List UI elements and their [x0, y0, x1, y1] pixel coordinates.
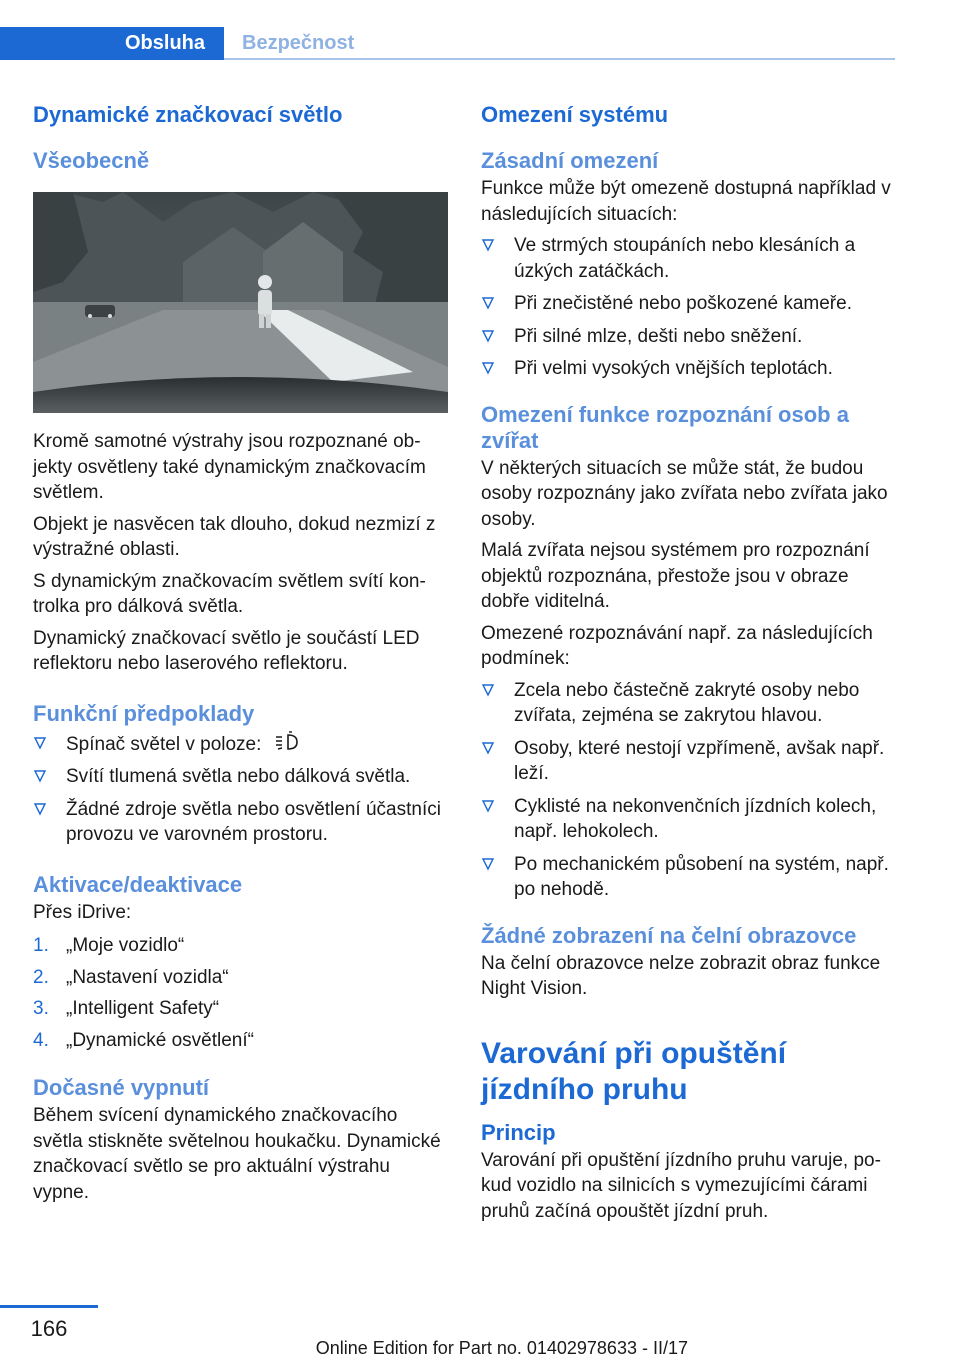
heading-no-hud: Žádné zobrazení na čelní obrazovce: [481, 922, 857, 948]
recognition-paragraph-2: Malá zvířata nejsou systémem pro rozpoznání objektů rozpoznána, přestože jsou v obraze dobře viditelná.: [481, 540, 870, 612]
list-item: Svítí tlumená světla nebo dálková světla.: [33, 764, 448, 790]
triangle-bullet-icon: [481, 683, 495, 697]
section-title-dynamic-marker-light: Dynamické značkovací světlo: [33, 102, 343, 127]
tab-underline: [224, 58, 895, 60]
triangle-bullet-icon: [481, 329, 495, 343]
triangle-bullet-icon: [481, 857, 495, 871]
heading-requirements: Funkční předpoklady: [33, 700, 255, 726]
hud-text: Na čelní obrazovce nelze zobrazit obraz funkce Night Vision.: [481, 952, 881, 999]
section-title-system-limits: Omezení systému: [481, 102, 669, 127]
triangle-bullet-icon: [33, 802, 47, 816]
list-item: 3. „Intelligent Safety“: [33, 998, 220, 1019]
list-item: Cyklisté na nekonvenčních jízdních kolech, např. lehokolech.: [481, 794, 895, 845]
section-title-lane-departure: Varování při opuštění jízdního pruhu: [481, 1036, 787, 1106]
principle-text: Varování při opuštění jízdního pruhu varuje, pokud vozidlo na silnicích s vymezujícími čárami pruhů začíná opouštět jízdní pruh.: [481, 1149, 881, 1222]
recognition-paragraph-1: V některých situacích se může stát, že budou osoby rozpoznány jako zvířata nebo zvířata jako osoby.: [481, 457, 888, 530]
triangle-bullet-icon: [481, 238, 495, 252]
list-item: Při silné mlze, dešti nebo sněžení.: [481, 324, 895, 350]
heading-principle: Princip: [481, 1119, 556, 1145]
tab-bezpecnost[interactable]: Bezpečnost: [242, 32, 355, 54]
requirements-list: [33, 731, 448, 848]
list-item: Žádné zdroje světla nebo osvětlení účastníci provozu ve varovném prostoru.: [33, 797, 448, 848]
recognition-limits-list: [481, 678, 895, 903]
tab-obsluha[interactable]: Obsluha: [106, 27, 224, 60]
triangle-bullet-icon: [33, 736, 47, 750]
heading-basic-limits: Zásadní omezení: [481, 148, 659, 173]
triangle-bullet-icon: [481, 296, 495, 310]
triangle-bullet-icon: [481, 799, 495, 813]
section-tab-bar: [0, 0, 895, 62]
temporary-off-text: Během svícení dynamického značkovacího světla stiskněte světelnou houkačku. Dynamické značkovací světlo se pro aktuální výstrahu vypne.: [33, 1105, 441, 1203]
footer-accent-line: [0, 1305, 98, 1308]
list-item: Při znečistěné nebo poškozené kameře.: [481, 291, 895, 317]
paragraph-object-lit-duration: Objekt je nasvěcen tak dlouho, dokud nezmizí z výstražné oblasti.: [33, 513, 436, 560]
list-item: 2. „Nastavení vozidla“: [33, 966, 229, 988]
paragraph-led-laser: Dynamický značkovací světlo je součástí LED reflektoru nebo laserového reflektoru.: [33, 627, 420, 674]
right-column: [481, 100, 895, 1230]
basic-limits-intro: Funkce může být omezeně dostupná například v následujících situacích:: [481, 178, 891, 225]
list-item: Spínač světel v poloze:: [33, 731, 448, 758]
page-number: 166: [30, 1316, 68, 1341]
night-vision-illustration: [33, 192, 448, 413]
heading-general: Všeobecně: [33, 148, 150, 173]
light-switch-auto-icon: [273, 731, 301, 753]
list-item: Po mechanickém působení na systém, např. po nehodě.: [481, 852, 895, 903]
heading-temporary-off: Dočasné vypnutí: [33, 1075, 210, 1100]
recognition-paragraph-3: Omezené rozpoznávání např. za následujících podmínek:: [481, 622, 873, 669]
paragraph-high-beam-indicator: S dynamickým značkovacím světlem svítí kontrolka pro dálková světla.: [33, 570, 426, 617]
left-column: [33, 100, 448, 1211]
activation-intro: Přes iDrive:: [33, 901, 132, 923]
list-item: Osoby, které nestojí vzpřímeně, avšak např. leží.: [481, 736, 895, 787]
list-item: Zcela nebo částečně zakryté osoby nebo zvířata, zejména se zakrytou hlavou.: [481, 678, 895, 729]
edition-footer: Online Edition for Part no. 01402978633 - II/17: [315, 1338, 688, 1358]
heading-recognition-limits: Omezení funkce rozpoznání osob a zvířat: [481, 401, 849, 453]
list-item: Ve strmých stoupáních nebo klesáních a úzkých zatáčkách.: [481, 233, 895, 284]
tab-left-stub: [0, 27, 32, 60]
triangle-bullet-icon: [481, 741, 495, 755]
triangle-bullet-icon: [33, 769, 47, 783]
activation-steps: [33, 933, 448, 1053]
list-item: 1. „Moje vozidlo“: [33, 935, 185, 956]
triangle-bullet-icon: [481, 361, 495, 375]
heading-activation: Aktivace/deaktivace: [33, 871, 243, 897]
paragraph-objects-lit: Kromě samotné výstrahy jsou rozpoznané objekty osvětleny také dynamickým značkovacím světlem.: [33, 431, 426, 503]
basic-limits-list: [481, 233, 895, 382]
list-item: Při velmi vysokých vnějších teplotách.: [481, 356, 895, 382]
list-item: 4. „Dynamické osvětlení“: [33, 1029, 254, 1051]
